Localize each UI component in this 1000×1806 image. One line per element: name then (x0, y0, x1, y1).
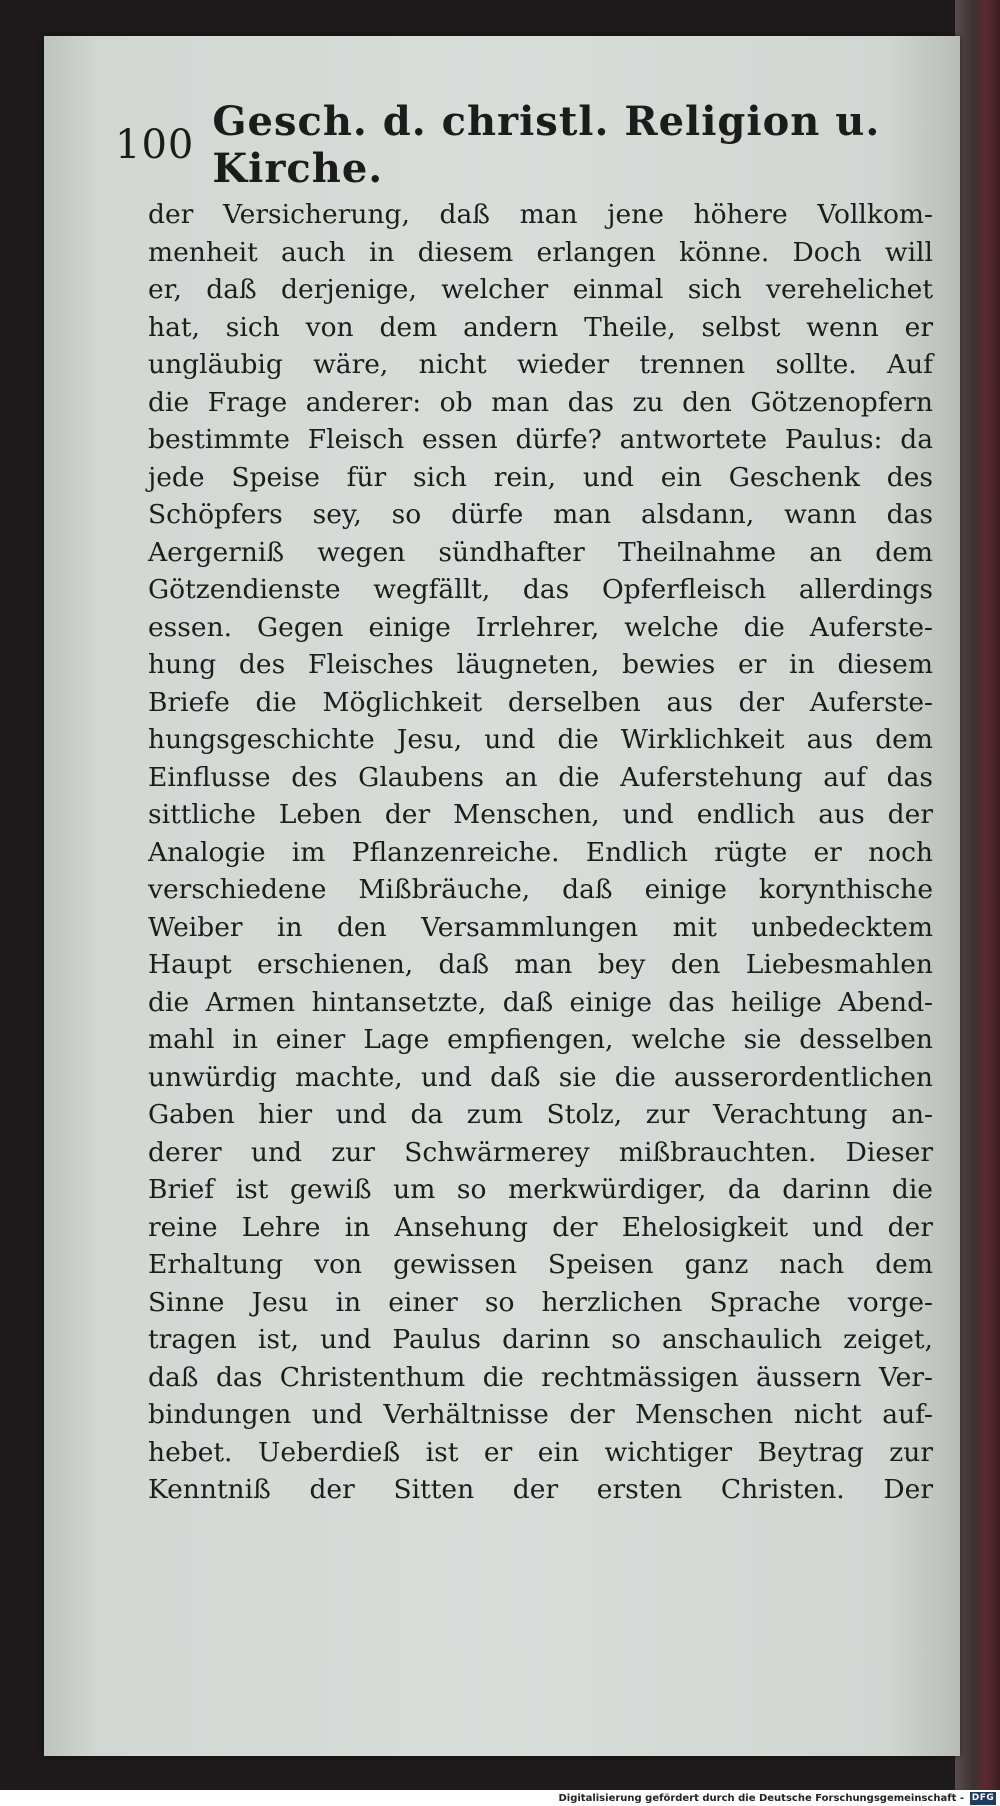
text-line: jede Speise für sich rein, und ein Geschenk des (148, 461, 933, 493)
digitization-credit: Digitalisierung gefördert durch die Deutsche Forschungsgemeinschaft - (558, 1792, 964, 1804)
text-line: hungsgeschichte Jesu, und die Wirklichkeit aus dem (148, 724, 933, 755)
footer-bar (0, 1790, 1000, 1806)
text-line: essen. Gegen einige Irrlehrer, welche die Auferste- (148, 611, 933, 643)
book-spine (955, 0, 1000, 1790)
text-line: ungläubig wäre, nicht wieder trennen sollte. Auf (148, 349, 933, 380)
text-line: Schöpfers sey, so dürfe man alsdann, wann das (148, 499, 933, 530)
text-line: Sinne Jesu in einer so herzlichen Sprache vorge- (148, 1286, 933, 1318)
text-line: bestimmte Fleisch essen dürfe? antwortete Paulus: da (148, 424, 933, 455)
text-line: Brief ist gewiß um so merkwürdiger, da darinn die (148, 1174, 933, 1205)
text-line: Weiber in den Versammlungen mit unbedecktem (148, 911, 933, 943)
text-line: reine Lehre in Ansehung der Ehelosigkeit und der (148, 1211, 933, 1243)
text-line: der Versicherung, daß man jene höhere Vollkom- (148, 199, 933, 230)
text-line: er, daß derjenige, welcher einmal sich verehelichet (148, 274, 933, 305)
text-line: Analogie im Pflanzenreiche. Endlich rügte er noch (148, 836, 933, 868)
text-line: hebet. Ueberdieß ist er ein wichtiger Beytrag zur (148, 1436, 933, 1468)
text-line: hung des Fleisches läugneten, bewies er in diesem (148, 649, 933, 680)
text-line: menheit auch in diesem erlangen könne. Doch will (148, 236, 933, 268)
page-number: 100 (115, 122, 195, 168)
text-line: tragen ist, und Paulus darinn so anschaulich zeiget, (148, 1324, 933, 1355)
body-text (148, 196, 933, 1509)
text-line: Götzendienste wegfällt, das Opferfleisch allerdings (148, 574, 933, 605)
text-line: hat, sich von dem andern Theile, selbst wenn er (148, 311, 933, 343)
running-header (115, 98, 915, 192)
text-line: Briefe die Möglichkeit derselben aus der Auferste- (148, 686, 933, 718)
text-line: verschiedene Mißbräuche, daß einige korynthische (148, 874, 933, 905)
text-line: Erhaltung von gewissen Speisen ganz nach dem (148, 1249, 933, 1280)
text-line: bindungen und Verhältnisse der Menschen nicht auf- (148, 1399, 933, 1430)
text-line: Haupt erschienen, daß man bey den Liebesmahlen (148, 949, 933, 980)
text-line: die Armen hintansetzte, daß einige das heilige Abend- (148, 986, 933, 1018)
text-line: mahl in einer Lage empfiengen, welche sie desselben (148, 1024, 933, 1055)
text-line: Einflusse des Glaubens an die Auferstehung auf das (148, 761, 933, 793)
text-line: Aergerniß wegen sündhafter Theilnahme an dem (148, 536, 933, 568)
running-title: Gesch. d. christl. Religion u. Kirche. (212, 98, 881, 192)
text-line: derer und zur Schwärmerey mißbrauchten. Dieser (148, 1136, 933, 1168)
text-line: daß das Christenthum die rechtmässigen äussern Ver- (148, 1361, 933, 1393)
text-line: unwürdig machte, und daß sie die ausserordentlichen (148, 1061, 933, 1093)
text-line: Gaben hier und da zum Stolz, zur Verachtung an- (148, 1099, 933, 1130)
text-line: die Frage anderer: ob man das zu den Götzenopfern (148, 386, 933, 418)
text-line: Kenntniß der Sitten der ersten Christen. Der (148, 1474, 933, 1505)
dfg-logo-icon: DFG (971, 1793, 995, 1803)
text-line: sittliche Leben der Menschen, und endlich aus der (148, 799, 933, 830)
